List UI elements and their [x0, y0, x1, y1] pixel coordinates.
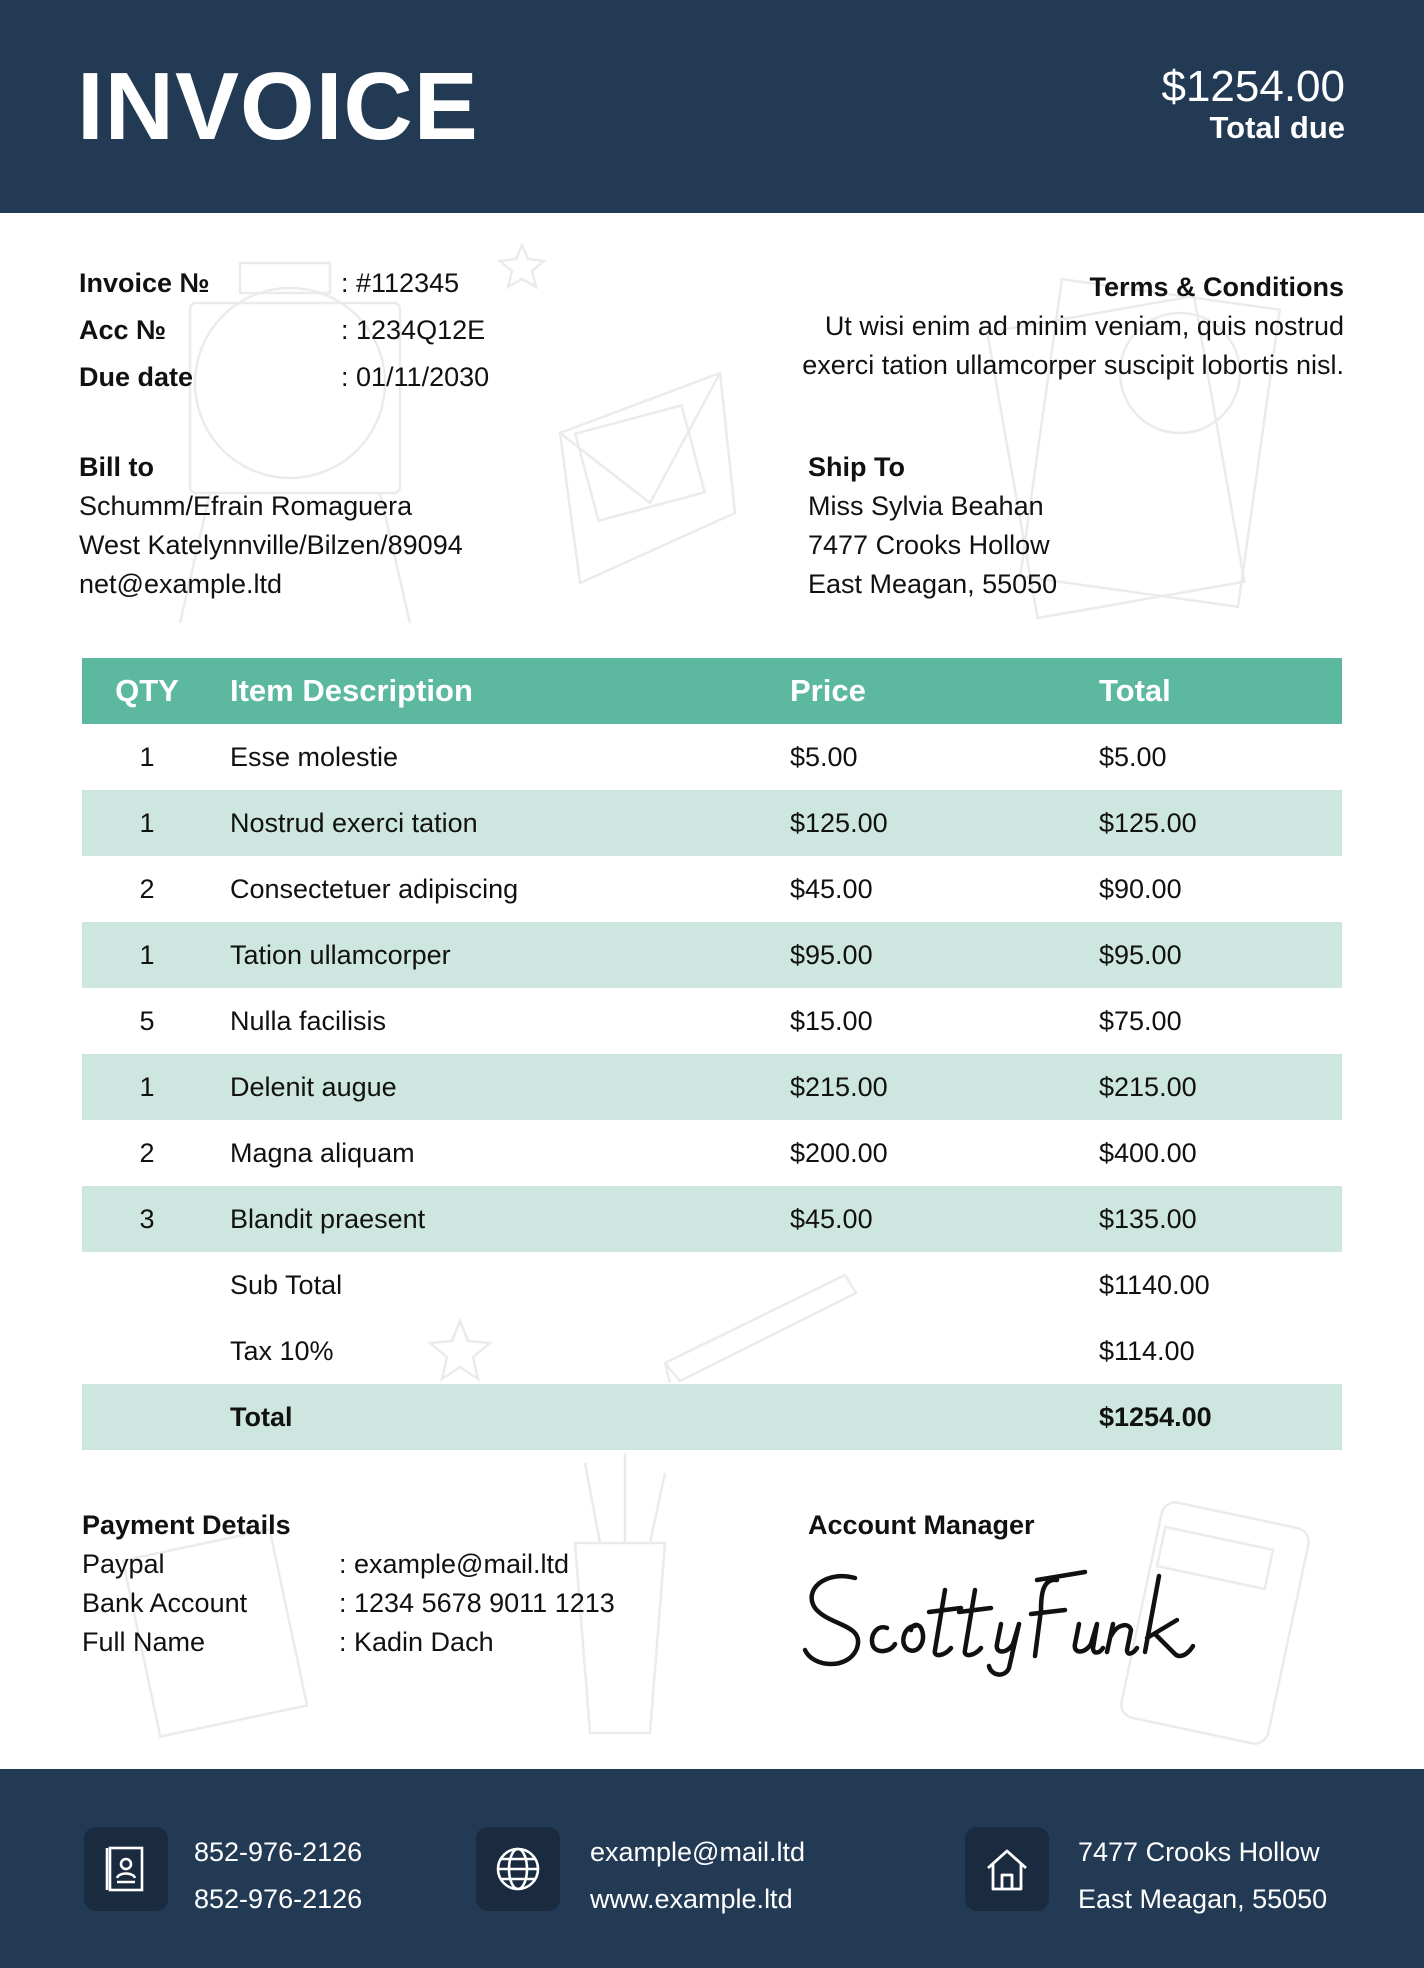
table-row	[82, 724, 1342, 790]
total-header: Total	[1099, 658, 1342, 724]
item-description: Esse molestie	[230, 741, 399, 772]
footer-website: www.example.ltd	[590, 1884, 793, 1914]
ship-to-line-2: 7477 Crooks Hollow	[808, 530, 1050, 560]
terms-line-1: Ut wisi enim ad minim veniam, quis nostrud	[824, 311, 1344, 341]
ship-to-line-3: East Meagan, 55050	[808, 569, 1058, 599]
footer-address	[1078, 1829, 1327, 1923]
empty-cell	[82, 1384, 212, 1450]
invoice-number-label: Invoice №	[79, 268, 210, 298]
total-due-label: Total due	[1209, 110, 1345, 145]
item-qty: 2	[139, 1137, 155, 1168]
item-total: $75.00	[1099, 1005, 1182, 1036]
ship-to-line-1: Miss Sylvia Beahan	[808, 491, 1044, 521]
phone-number-1: 852-976-2126	[194, 1837, 363, 1867]
contact-book-icon	[84, 1827, 168, 1911]
item-description: Delenit augue	[212, 1054, 790, 1120]
paypal-label: Paypal	[82, 1549, 165, 1579]
bank-account-label: Bank Account	[82, 1588, 248, 1618]
footer-email: example@mail.ltd	[590, 1837, 805, 1867]
total-due-amount: $1254.00	[1161, 62, 1345, 111]
price-header: Price	[790, 658, 1099, 724]
phone-numbers	[194, 1829, 362, 1923]
footer-address-line-1: 7477 Crooks Hollow	[1078, 1837, 1320, 1867]
item-description: Nostrud exerci tation	[212, 790, 790, 856]
item-price: $5.00	[790, 741, 858, 772]
table-row	[82, 1186, 1342, 1252]
item-price: $200.00	[790, 1137, 888, 1168]
account-number-label: Acc №	[79, 315, 167, 345]
tax-value: $114.00	[1099, 1335, 1195, 1366]
item-total: $5.00	[1099, 741, 1167, 772]
contact-footer	[0, 1769, 1424, 1968]
web-contacts	[590, 1829, 805, 1923]
item-price: $125.00	[790, 790, 1099, 856]
invoice-number-value: : #112345	[341, 268, 460, 298]
item-description: Consectetuer adipiscing	[230, 873, 519, 904]
terms-conditions	[704, 268, 1344, 385]
empty-cell	[82, 1318, 212, 1384]
item-total: $95.00	[1099, 922, 1342, 988]
bill-to	[79, 448, 463, 604]
item-price: $45.00	[790, 1186, 1099, 1252]
empty-cell	[790, 1252, 1099, 1318]
due-date-value: : 01/11/2030	[341, 362, 490, 392]
tax-row	[82, 1318, 1342, 1384]
phone-number-2: 852-976-2126	[194, 1884, 363, 1914]
subtotal-label: Sub Total	[230, 1269, 343, 1300]
grand-total-value: $1254.00	[1099, 1384, 1342, 1450]
item-price: $95.00	[790, 922, 1099, 988]
paypal-value: : example@mail.ltd	[339, 1549, 569, 1579]
qty-header: QTY	[82, 658, 212, 724]
subtotal-row	[82, 1252, 1342, 1318]
item-qty: 1	[82, 1054, 212, 1120]
table-row	[82, 988, 1342, 1054]
bill-to-line-1: Schumm/Efrain Romaguera	[79, 491, 413, 521]
item-total: $125.00	[1099, 790, 1342, 856]
bill-to-email: net@example.ltd	[79, 569, 283, 599]
bill-to-line-2: West Katelynnville/Bilzen/89094	[79, 530, 463, 560]
full-name-label: Full Name	[82, 1627, 206, 1657]
item-total: $90.00	[1099, 873, 1182, 904]
table-header-row	[82, 658, 1342, 724]
signature-image	[795, 1550, 1215, 1680]
globe-icon	[476, 1827, 560, 1911]
item-qty: 3	[82, 1186, 212, 1252]
payment-details-title: Payment Details	[82, 1510, 291, 1540]
item-qty: 1	[82, 790, 212, 856]
full-name-value: : Kadin Dach	[339, 1627, 494, 1657]
due-date-label: Due date	[79, 362, 194, 392]
subtotal-value: $1140.00	[1099, 1269, 1210, 1300]
invoice-header	[0, 0, 1424, 213]
footer-address-line-2: East Meagan, 55050	[1078, 1884, 1328, 1914]
item-description: Nulla facilisis	[230, 1005, 387, 1036]
table-row	[82, 856, 1342, 922]
envelope-doodle-icon	[560, 373, 735, 583]
item-qty: 2	[139, 873, 155, 904]
empty-cell	[790, 1384, 1099, 1450]
bank-account-value: : 1234 5678 9011 1213	[339, 1588, 615, 1618]
description-header: Item Description	[212, 658, 790, 724]
item-description: Magna aliquam	[230, 1137, 415, 1168]
item-description: Blandit praesent	[212, 1186, 790, 1252]
item-price: $15.00	[790, 1005, 873, 1036]
item-qty: 1	[82, 922, 212, 988]
account-number-value: : 1234Q12E	[341, 315, 486, 345]
home-icon	[965, 1827, 1049, 1911]
terms-title: Terms & Conditions	[1089, 272, 1344, 302]
item-total: $400.00	[1099, 1137, 1197, 1168]
account-manager	[808, 1510, 1035, 1541]
item-price: $45.00	[790, 873, 873, 904]
account-manager-title: Account Manager	[808, 1510, 1035, 1540]
bill-to-title: Bill to	[79, 452, 154, 482]
item-qty: 5	[139, 1005, 155, 1036]
invoice-title: INVOICE	[77, 53, 479, 160]
table-row	[82, 922, 1342, 988]
item-description: Tation ullamcorper	[212, 922, 790, 988]
grand-total-label: Total	[212, 1384, 790, 1450]
grand-total-row	[82, 1384, 1342, 1450]
item-total: $135.00	[1099, 1186, 1342, 1252]
table-row	[82, 1054, 1342, 1120]
items-table	[82, 658, 1342, 1450]
ship-to	[808, 448, 1057, 604]
empty-cell	[790, 1318, 1099, 1384]
ship-to-title: Ship To	[808, 452, 905, 482]
item-total: $215.00	[1099, 1054, 1342, 1120]
table-row	[82, 1120, 1342, 1186]
table-row	[82, 790, 1342, 856]
tax-label: Tax 10%	[230, 1335, 334, 1366]
item-price: $215.00	[790, 1054, 1099, 1120]
terms-line-2: exerci tation ullamcorper suscipit lobortis nisl.	[802, 350, 1344, 380]
item-qty: 1	[139, 741, 155, 772]
empty-cell	[82, 1252, 212, 1318]
